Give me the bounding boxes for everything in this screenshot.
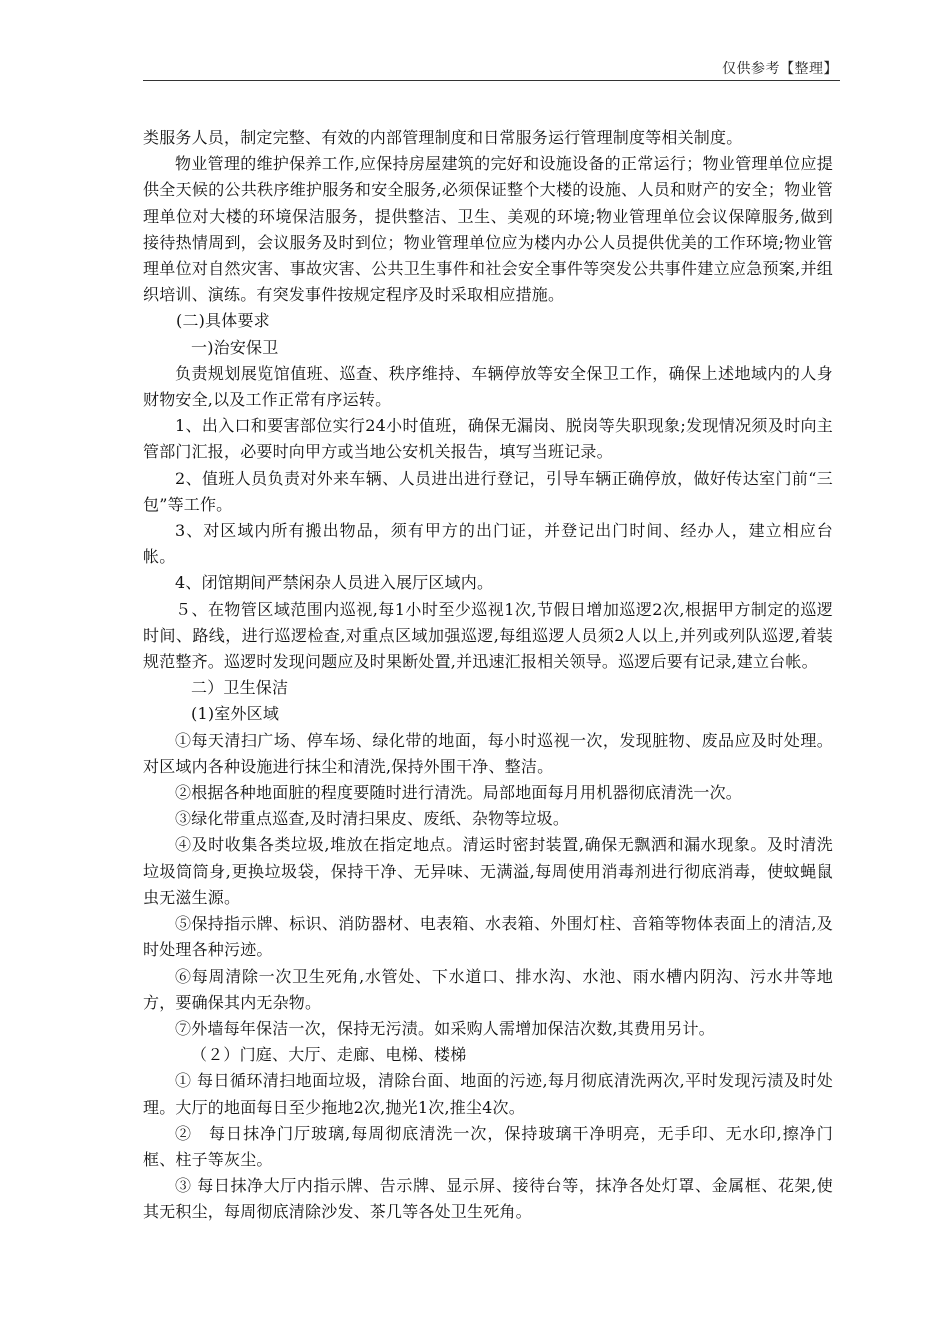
header-divider	[143, 80, 840, 81]
paragraph: ①每天清扫广场、停车场、绿化带的地面，每小时巡视一次，发现脏物、废品应及时处理。对区域内各种设施进行抹尘和清洗,保持外围干净、整洁。	[143, 730, 833, 776]
paragraph: ②根据各种地面脏的程度要随时进行清洗。局部地面每月用机器彻底清洗一次。	[175, 783, 743, 803]
paragraph: ⑥每周清除一次卫生死角,水管处、下水道口、排水沟、水池、雨水槽内阴沟、污水井等地方，要确保其内无杂物。	[143, 966, 833, 1012]
paragraph: 1、出入口和要害部位实行24小时值班，确保无漏岗、脱岗等失职现象;发现情况须及时向主管部门汇报，必要时向甲方或当地公安机关报告，填写当班记录。	[143, 416, 833, 462]
section-heading: （２）门庭、大厅、走廊、电梯、楼梯	[191, 1045, 467, 1065]
paragraph: 类服务人员，制定完整、有效的内部管理制度和日常服务运行管理制度等相关制度。	[143, 128, 743, 147]
paragraph: ⑦外墙每年保洁一次，保持无污渍。如采购人需增加保洁次数,其费用另计。	[175, 1018, 715, 1038]
paragraph: ③绿化带重点巡查,及时清扫果皮、废纸、杂物等垃圾。	[175, 809, 570, 829]
paragraph: ④及时收集各类垃圾,堆放在指定地点。清运时密封装置,确保无飘洒和漏水现象。及时清洗垃圾筒筒身,更换垃圾袋，保持干净、无异味、无满溢,每周使用消毒剂进行彻底消毒，使蚊蝇鼠虫无滋生源。	[143, 835, 833, 907]
paragraph: 物业管理的维护保养工作,应保持房屋建筑的完好和设施设备的正常运行；物业管理单位应提供全天候的公共秩序维护服务和安全服务,必须保证整个大楼的设施、人员和财产的安全；物业管理单位对大楼的环境保洁服务，提供整洁、卫生、美观的环境;物业管理单位会议保障服务,做到接待热情周到，会议服务及时到位；物业管理单位应为楼内办公人员提供优美的工作环境;物业管理单位对自然灾害、事故灾害、公共卫生事件和社会安全事件等突发公共事件建立应急预案,并组织培训、演练。有突发事件按规定程序及时采取相应措施。	[143, 154, 833, 305]
paragraph: ⑤保持指示牌、标识、消防器材、电表箱、水表箱、外围灯柱、音箱等物体表面上的清洁,及时处理各种污迹。	[143, 914, 833, 960]
section-heading: 一)治安保卫	[191, 337, 279, 357]
document-body	[143, 125, 833, 1226]
paragraph: 2、值班人员负责对外来车辆、人员进出进行登记，引导车辆正确停放，做好传达室门前“三包”等工作。	[143, 468, 833, 514]
paragraph: 3、对区域内所有搬出物品，须有甲方的出门证，并登记出门时间、经办人，建立相应台帐。	[143, 521, 833, 567]
paragraph: ③ 每日抹净大厅内指示牌、告示牌、显示屏、接待台等，抹净各处灯罩、金属框、花架,使其无积尘，每周彻底清除沙发、茶几等各处卫生死角。	[143, 1176, 833, 1222]
paragraph: ５、在物管区域范围内巡视,每1小时至少巡视1次,节假日增加巡逻2次,根据甲方制定的巡逻时间、路线，进行巡逻检查,对重点区域加强巡逻,每组巡逻人员须2人以上,并列或列队巡逻,着装规范整齐。巡逻时发现问题应及时果断处置,并迅速汇报相关领导。巡逻后要有记录,建立台帐。	[143, 599, 833, 672]
section-heading: 二）卫生保洁	[191, 678, 289, 698]
paragraph: ① 每日循环清扫地面垃圾，清除台面、地面的污迹,每月彻底清洗两次,平时发现污渍及时处理。大厅的地面每日至少拖地2次,抛光1次,推尘4次。	[143, 1071, 833, 1117]
paragraph: 负责规划展览馆值班、巡查、秩序维持、车辆停放等安全保卫工作，确保上述地域内的人身财物安全,以及工作正常有序运转。	[143, 363, 833, 410]
page-header: 仅供参考【整理】	[722, 61, 838, 77]
section-heading: (二)具体要求	[176, 311, 270, 331]
section-heading: (1)室外区域	[191, 704, 280, 724]
paragraph: 4、闭馆期间严禁闲杂人员进入展厅区域内。	[175, 573, 494, 593]
paragraph: ② 每日抹净门厅玻璃,每周彻底清洗一次，保持玻璃干净明亮，无手印、无水印,擦净门框、柱子等灰尘。	[143, 1123, 833, 1169]
